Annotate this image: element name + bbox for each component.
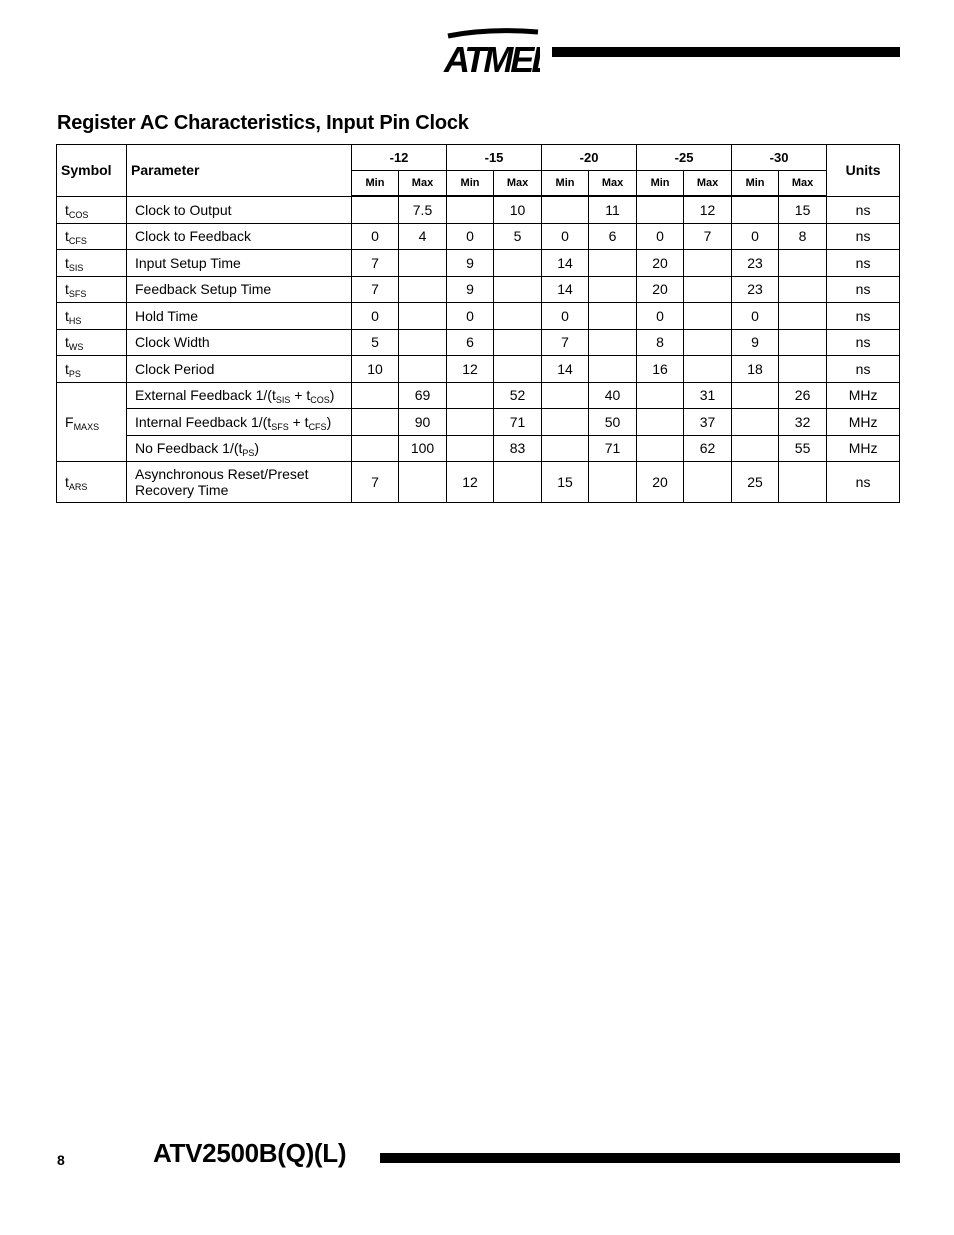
value-cell: 69 bbox=[399, 382, 447, 409]
unit-cell: ns bbox=[827, 356, 900, 383]
symbol-cell bbox=[57, 329, 127, 356]
value-cell: 0 bbox=[732, 303, 779, 330]
value-cell bbox=[494, 329, 542, 356]
value-cell: 0 bbox=[352, 223, 399, 250]
parameter-subscript: SFS bbox=[271, 421, 289, 432]
value-cell bbox=[494, 462, 542, 503]
value-cell: 7 bbox=[352, 276, 399, 303]
value-cell: 18 bbox=[732, 356, 779, 383]
value-cell: 7 bbox=[352, 462, 399, 503]
parameter-cell: Clock Period bbox=[127, 356, 352, 383]
ac-characteristics-table bbox=[56, 144, 900, 503]
value-cell: 0 bbox=[637, 303, 684, 330]
value-cell: 0 bbox=[542, 223, 589, 250]
parameter-subscript: COS bbox=[310, 395, 330, 406]
value-cell: 32 bbox=[779, 409, 827, 436]
symbol-subscript: ARS bbox=[68, 482, 88, 492]
value-cell bbox=[352, 196, 399, 223]
symbol-subscript: SIS bbox=[68, 262, 84, 273]
atmel-logo bbox=[438, 28, 540, 78]
min-header: Min bbox=[732, 171, 779, 197]
page-number: 8 bbox=[57, 1152, 65, 1168]
speed-grade-header: -12 bbox=[352, 145, 447, 171]
value-cell: 71 bbox=[589, 435, 637, 462]
table-row bbox=[57, 276, 900, 303]
parameter-text: + t bbox=[290, 387, 311, 404]
value-cell: 14 bbox=[542, 250, 589, 277]
value-cell bbox=[732, 196, 779, 223]
symbol-cell bbox=[57, 276, 127, 303]
value-cell: 100 bbox=[399, 435, 447, 462]
value-cell: 0 bbox=[447, 223, 494, 250]
value-cell bbox=[779, 462, 827, 503]
symbol-cell bbox=[57, 382, 127, 462]
value-cell bbox=[399, 462, 447, 503]
parameter-cell bbox=[127, 409, 352, 436]
parameter-subscript: PS bbox=[242, 448, 255, 459]
symbol-cell bbox=[57, 196, 127, 223]
symbol-base: t bbox=[65, 228, 69, 245]
table-row bbox=[57, 329, 900, 356]
unit-cell: MHz bbox=[827, 409, 900, 436]
unit-cell: ns bbox=[827, 462, 900, 503]
symbol-subscript: WS bbox=[68, 342, 84, 353]
value-cell: 23 bbox=[732, 250, 779, 277]
parameter-cell bbox=[127, 462, 352, 503]
value-cell bbox=[447, 435, 494, 462]
section-title: Register AC Characteristics, Input Pin Clock bbox=[57, 112, 469, 134]
value-cell: 50 bbox=[589, 409, 637, 436]
parameter-text: No Feedback 1/(t bbox=[135, 440, 243, 457]
footer-rule bbox=[380, 1153, 900, 1163]
svg-text:ATMEL: ATMEL bbox=[444, 39, 540, 78]
table-row bbox=[57, 196, 900, 223]
value-cell: 15 bbox=[542, 462, 589, 503]
value-cell: 8 bbox=[637, 329, 684, 356]
value-cell: 23 bbox=[732, 276, 779, 303]
min-header: Min bbox=[447, 171, 494, 197]
value-cell bbox=[399, 329, 447, 356]
header-rule bbox=[552, 47, 900, 57]
table-row bbox=[57, 462, 900, 503]
value-cell bbox=[637, 382, 684, 409]
value-cell: 8 bbox=[779, 223, 827, 250]
parameter-line: Asynchronous Reset/Preset bbox=[135, 466, 309, 482]
value-cell: 31 bbox=[684, 382, 732, 409]
speed-grade-header: -25 bbox=[637, 145, 732, 171]
value-cell bbox=[352, 435, 399, 462]
value-cell bbox=[779, 356, 827, 383]
value-cell bbox=[589, 276, 637, 303]
parameter-header: Parameter bbox=[127, 145, 352, 197]
unit-cell: ns bbox=[827, 223, 900, 250]
value-cell: 20 bbox=[637, 462, 684, 503]
value-cell: 90 bbox=[399, 409, 447, 436]
symbol-subscript: COS bbox=[68, 209, 89, 220]
value-cell bbox=[684, 462, 732, 503]
value-cell: 14 bbox=[542, 356, 589, 383]
symbol-header: Symbol bbox=[57, 145, 127, 197]
value-cell: 0 bbox=[637, 223, 684, 250]
units-header: Units bbox=[827, 145, 900, 197]
value-cell bbox=[637, 435, 684, 462]
table-row bbox=[57, 409, 900, 436]
symbol-base: t bbox=[65, 201, 69, 218]
symbol-base: F bbox=[65, 413, 74, 430]
value-cell bbox=[589, 356, 637, 383]
value-cell: 25 bbox=[732, 462, 779, 503]
parameter-subscript: CFS bbox=[308, 421, 327, 432]
value-cell: 52 bbox=[494, 382, 542, 409]
value-cell bbox=[779, 250, 827, 277]
symbol-base: t bbox=[65, 474, 69, 490]
value-cell: 9 bbox=[447, 276, 494, 303]
symbol-cell bbox=[57, 303, 127, 330]
value-cell bbox=[732, 435, 779, 462]
value-cell bbox=[684, 250, 732, 277]
parameter-cell bbox=[127, 435, 352, 462]
parameter-cell: Hold Time bbox=[127, 303, 352, 330]
symbol-subscript: CFS bbox=[68, 236, 87, 247]
value-cell: 55 bbox=[779, 435, 827, 462]
value-cell bbox=[589, 250, 637, 277]
value-cell bbox=[637, 196, 684, 223]
symbol-subscript: PS bbox=[68, 368, 81, 379]
value-cell bbox=[684, 276, 732, 303]
table-row bbox=[57, 303, 900, 330]
table-row bbox=[57, 382, 900, 409]
value-cell: 0 bbox=[352, 303, 399, 330]
value-cell: 14 bbox=[542, 276, 589, 303]
max-header: Max bbox=[494, 171, 542, 197]
value-cell bbox=[589, 303, 637, 330]
max-header: Max bbox=[684, 171, 732, 197]
value-cell: 15 bbox=[779, 196, 827, 223]
value-cell bbox=[684, 329, 732, 356]
value-cell: 12 bbox=[684, 196, 732, 223]
value-cell: 7.5 bbox=[399, 196, 447, 223]
symbol-cell bbox=[57, 250, 127, 277]
value-cell: 37 bbox=[684, 409, 732, 436]
min-header: Min bbox=[542, 171, 589, 197]
value-cell bbox=[399, 356, 447, 383]
table-row bbox=[57, 223, 900, 250]
speed-grade-header: -15 bbox=[447, 145, 542, 171]
value-cell: 12 bbox=[447, 356, 494, 383]
parameter-text: ) bbox=[326, 413, 332, 430]
symbol-base: t bbox=[65, 360, 69, 377]
value-cell: 0 bbox=[732, 223, 779, 250]
value-cell bbox=[684, 303, 732, 330]
value-cell bbox=[732, 409, 779, 436]
value-cell bbox=[399, 250, 447, 277]
value-cell: 71 bbox=[494, 409, 542, 436]
parameter-text: Internal Feedback 1/(t bbox=[135, 413, 272, 430]
max-header: Max bbox=[399, 171, 447, 197]
value-cell bbox=[352, 382, 399, 409]
symbol-subscript: MAXS bbox=[73, 421, 100, 432]
unit-cell: ns bbox=[827, 303, 900, 330]
table-row bbox=[57, 250, 900, 277]
value-cell bbox=[779, 303, 827, 330]
value-cell: 40 bbox=[589, 382, 637, 409]
value-cell: 11 bbox=[589, 196, 637, 223]
value-cell bbox=[494, 356, 542, 383]
value-cell: 10 bbox=[352, 356, 399, 383]
parameter-line: Recovery Time bbox=[135, 482, 229, 498]
value-cell: 7 bbox=[542, 329, 589, 356]
parameter-text: External Feedback 1/(t bbox=[135, 387, 276, 404]
table-row bbox=[57, 435, 900, 462]
value-cell bbox=[352, 409, 399, 436]
parameter-subscript: SIS bbox=[275, 395, 291, 406]
value-cell bbox=[684, 356, 732, 383]
max-header: Max bbox=[589, 171, 637, 197]
value-cell bbox=[779, 276, 827, 303]
unit-cell: ns bbox=[827, 276, 900, 303]
value-cell: 7 bbox=[684, 223, 732, 250]
table-row bbox=[57, 356, 900, 383]
value-cell: 5 bbox=[494, 223, 542, 250]
parameter-cell: Clock Width bbox=[127, 329, 352, 356]
value-cell bbox=[542, 409, 589, 436]
unit-cell: ns bbox=[827, 250, 900, 277]
atmel-logo-icon bbox=[438, 28, 540, 78]
parameter-text: ) bbox=[329, 387, 335, 404]
unit-cell: MHz bbox=[827, 435, 900, 462]
value-cell bbox=[447, 196, 494, 223]
parameter-cell: Input Setup Time bbox=[127, 250, 352, 277]
symbol-base: t bbox=[65, 334, 69, 351]
symbol-cell bbox=[57, 462, 127, 503]
value-cell: 7 bbox=[352, 250, 399, 277]
symbol-base: t bbox=[65, 307, 69, 324]
symbol-subscript: SFS bbox=[68, 289, 87, 300]
value-cell bbox=[589, 462, 637, 503]
value-cell: 6 bbox=[447, 329, 494, 356]
value-cell bbox=[779, 329, 827, 356]
value-cell bbox=[494, 276, 542, 303]
value-cell bbox=[494, 303, 542, 330]
max-header: Max bbox=[779, 171, 827, 197]
parameter-cell: Feedback Setup Time bbox=[127, 276, 352, 303]
document-title: ATV2500B(Q)(L) bbox=[153, 1138, 347, 1168]
value-cell: 83 bbox=[494, 435, 542, 462]
symbol-cell bbox=[57, 356, 127, 383]
value-cell bbox=[542, 382, 589, 409]
value-cell bbox=[494, 250, 542, 277]
value-cell bbox=[542, 196, 589, 223]
value-cell bbox=[589, 329, 637, 356]
symbol-base: t bbox=[65, 281, 69, 298]
speed-grade-header: -30 bbox=[732, 145, 827, 171]
unit-cell: ns bbox=[827, 196, 900, 223]
parameter-cell bbox=[127, 382, 352, 409]
value-cell: 6 bbox=[589, 223, 637, 250]
value-cell: 16 bbox=[637, 356, 684, 383]
unit-cell: MHz bbox=[827, 382, 900, 409]
parameter-cell: Clock to Feedback bbox=[127, 223, 352, 250]
value-cell bbox=[399, 303, 447, 330]
value-cell: 62 bbox=[684, 435, 732, 462]
min-header: Min bbox=[637, 171, 684, 197]
symbol-base: t bbox=[65, 254, 69, 271]
value-cell: 0 bbox=[542, 303, 589, 330]
symbol-cell bbox=[57, 223, 127, 250]
value-cell: 20 bbox=[637, 276, 684, 303]
parameter-text: ) bbox=[254, 440, 260, 457]
value-cell: 20 bbox=[637, 250, 684, 277]
min-header: Min bbox=[352, 171, 399, 197]
value-cell: 4 bbox=[399, 223, 447, 250]
value-cell: 12 bbox=[447, 462, 494, 503]
value-cell: 26 bbox=[779, 382, 827, 409]
value-cell bbox=[399, 276, 447, 303]
value-cell bbox=[637, 409, 684, 436]
value-cell: 0 bbox=[447, 303, 494, 330]
speed-grade-header: -20 bbox=[542, 145, 637, 171]
symbol-subscript: HS bbox=[68, 315, 82, 326]
value-cell bbox=[447, 409, 494, 436]
value-cell: 9 bbox=[447, 250, 494, 277]
value-cell: 5 bbox=[352, 329, 399, 356]
value-cell: 10 bbox=[494, 196, 542, 223]
value-cell bbox=[732, 382, 779, 409]
unit-cell: ns bbox=[827, 329, 900, 356]
value-cell bbox=[542, 435, 589, 462]
value-cell: 9 bbox=[732, 329, 779, 356]
parameter-cell: Clock to Output bbox=[127, 196, 352, 223]
value-cell bbox=[447, 382, 494, 409]
parameter-text: + t bbox=[288, 413, 309, 430]
